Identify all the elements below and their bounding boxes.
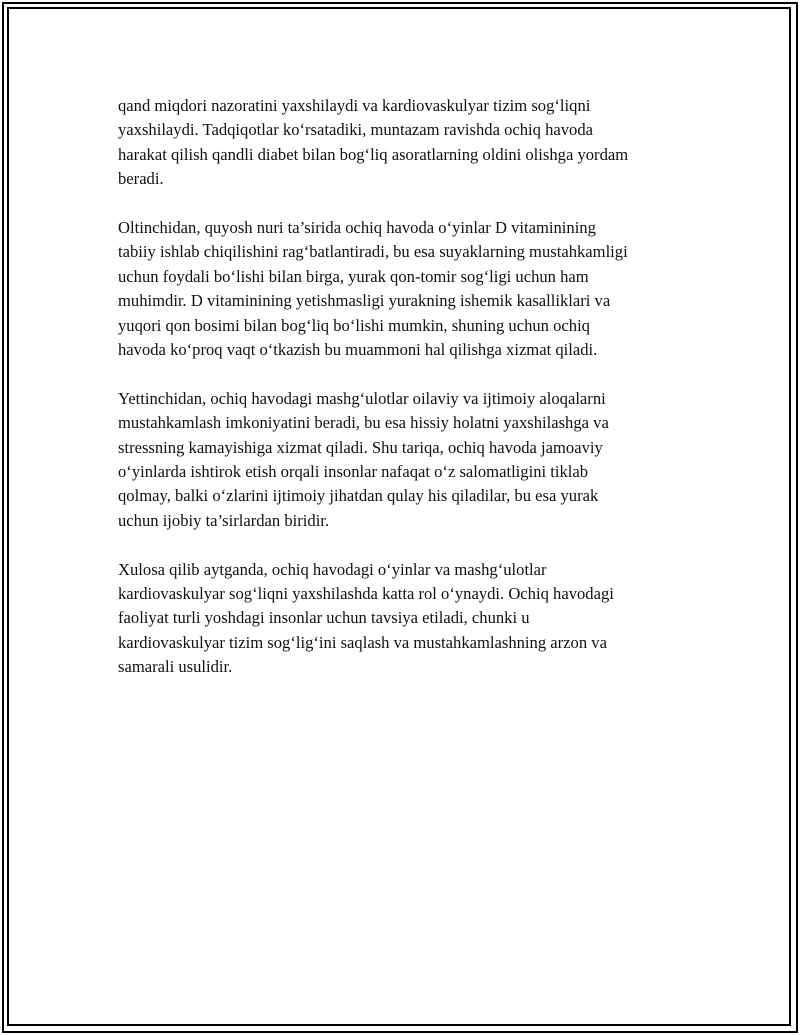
paragraph-conclusion: Xulosa qilib aytganda, ochiq havodagi o‘yinlar va mashg‘ulotlar kardiovaskulyar sog‘liqni yaxshilashda katta rol o‘ynaydi. Ochiq havodagi faoliyat turli yoshdagi insonlar uchun tavsiya etiladi, chunki u kardiovaskulyar tizim sog‘lig‘ini saqlash va mustahkamlashning arzon va samarali usulidir. bbox=[118, 559, 614, 677]
paragraph-social-connections: Yettinchidan, ochiq havodagi mashg‘ulotlar oilaviy va ijtimoiy aloqalarni mustahkamlash imkoniyatini beradi, bu esa hissiy holatni yaxshilashga va stressning kamayishiga xizmat qiladi. Shu tariqa, ochiq havoda jamoaviy o‘yinlarda ishtirok etish orqali insonlar nafaqat o‘z salomatligini tiklab qolmay, balki o‘zlarini ijtimoiy jihatdan qulay his qiladilar, bu esa yurak uchun ijobiy ta’sirlardan biridir. bbox=[118, 388, 609, 530]
document-body bbox=[118, 94, 698, 704]
paragraph-glucose-control: qand miqdori nazoratini yaxshilaydi va kardiovaskulyar tizim sog‘liqni yaxshilaydi. Tadqiqotlar ko‘rsatadiki, muntazam ravishda ochiq havoda harakat qilish qandli diabet bilan bog‘liq asoratlarning oldini olishga yordam beradi. bbox=[118, 96, 629, 189]
paragraph-vitamin-d: Oltinchidan, quyosh nuri ta’sirida ochiq havoda o‘yinlar D vitaminining tabiiy ishlab chiqilishini rag‘batlantiradi, bu esa suyaklarning mustahkamligi uchun foydali bo‘lishi bilan birga, yurak qon-tomir sog‘ligi uchun ham muhimdir. D vitaminining yetishmasligi yurakning ishemik kasalliklari va yuqori qon bosimi bilan bog‘liq bo‘lishi mumkin, shuning uchun ochiq havoda ko‘proq vaqt o‘tkazish bu muammoni hal qilishga xizmat qiladi. bbox=[118, 218, 628, 360]
